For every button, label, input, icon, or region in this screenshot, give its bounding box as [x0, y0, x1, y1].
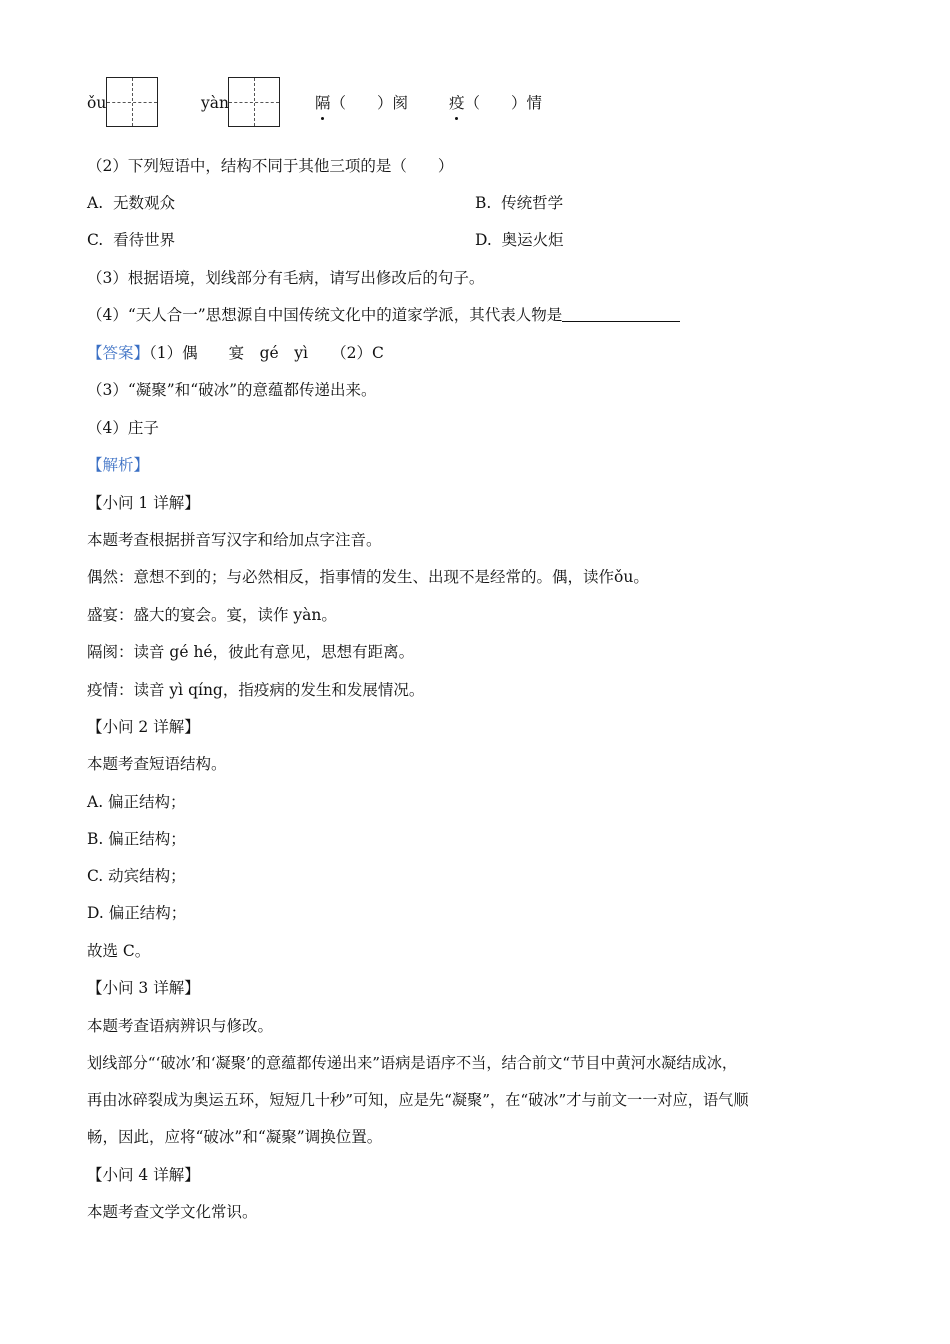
word-gehe-rest: （ ）阂 [330, 94, 409, 112]
sub2-line-2: A. 偏正结构； [87, 793, 186, 811]
sub3-paragraph-1: 划线部分“‘破冰’和‘凝聚’的意蕴都传递出来”语病是语序不当，结合前文“节目中黄河水凝结成冰， [87, 1054, 738, 1072]
answer-line-1 [87, 342, 384, 364]
answer-line-3: （4）庄子 [87, 419, 159, 437]
sub3-paragraph-2: 再由冰碎裂成为奥运五环，短短几十秒”可知，应是先“凝聚”，在“破冰”才与前文一一对应，语气顺 [87, 1091, 749, 1109]
answer-tag: 【答案】 [87, 344, 150, 362]
option-c: C. 看待世界 [87, 231, 176, 249]
option-d: D. 奥运火炬 [475, 231, 564, 249]
sub1-heading: 【小问 1 详解】 [87, 494, 200, 512]
word-yiqing [449, 92, 542, 114]
writing-grid-box-1 [106, 77, 158, 127]
answer-blank [562, 306, 680, 322]
answer-text-1: （1）偶 宴 gé yì （2）C [149, 344, 384, 362]
sub2-line-3: B. 偏正结构； [87, 830, 186, 848]
sub1-line-4: 隔阂：读音 gé hé，彼此有意见，思想有距离。 [87, 643, 415, 661]
sub1-line-3: 盛宴：盛大的宴会。宴，读作 yàn。 [87, 606, 337, 624]
dotted-char-2: 疫 [449, 94, 465, 112]
analysis-tag: 【解析】 [87, 456, 150, 474]
question-2: （2）下列短语中，结构不同于其他三项的是（ ） [87, 157, 454, 175]
pinyin-1: ǒu [87, 94, 107, 112]
sub2-line-6: 故选 C。 [87, 942, 151, 960]
sub1-line-5: 疫情：读音 yì qíng，指疫病的发生和发展情况。 [87, 681, 425, 699]
question-4-text: （4）“天人合一”思想源自中国传统文化中的道家学派，其代表人物是 [87, 306, 563, 324]
answer-line-2: （3）“凝聚”和“破冰”的意蕴都传递出来。 [87, 381, 377, 399]
word-yiqing-rest: （ ）情 [464, 94, 543, 112]
word-gehe [315, 92, 408, 114]
sub4-heading: 【小问 4 详解】 [87, 1166, 200, 1184]
sub2-heading: 【小问 2 详解】 [87, 718, 200, 736]
sub2-line-4: C. 动宾结构； [87, 867, 186, 885]
sub4-line-1: 本题考查文学文化常识。 [87, 1203, 258, 1221]
writing-grid-box-2 [228, 77, 280, 127]
sub1-line-1: 本题考查根据拼音写汉字和给加点字注音。 [87, 531, 382, 549]
dotted-char-1: 隔 [315, 94, 331, 112]
pinyin-2: yàn [201, 94, 229, 112]
option-b: B. 传统哲学 [475, 194, 564, 212]
sub2-line-5: D. 偏正结构； [87, 904, 187, 922]
sub1-line-2: 偶然：意想不到的；与必然相反，指事情的发生、出现不是经常的。偶，读作ǒu。 [87, 568, 649, 586]
question-3: （3）根据语境，划线部分有毛病，请写出修改后的句子。 [87, 269, 485, 287]
sub3-paragraph-3: 畅，因此，应将“破冰”和“凝聚”调换位置。 [87, 1128, 383, 1146]
sub3-heading: 【小问 3 详解】 [87, 979, 200, 997]
sub3-line-1: 本题考查语病辨识与修改。 [87, 1017, 274, 1035]
question-4 [87, 304, 680, 326]
option-a: A. 无数观众 [87, 194, 175, 212]
sub2-line-1: 本题考查短语结构。 [87, 755, 227, 773]
